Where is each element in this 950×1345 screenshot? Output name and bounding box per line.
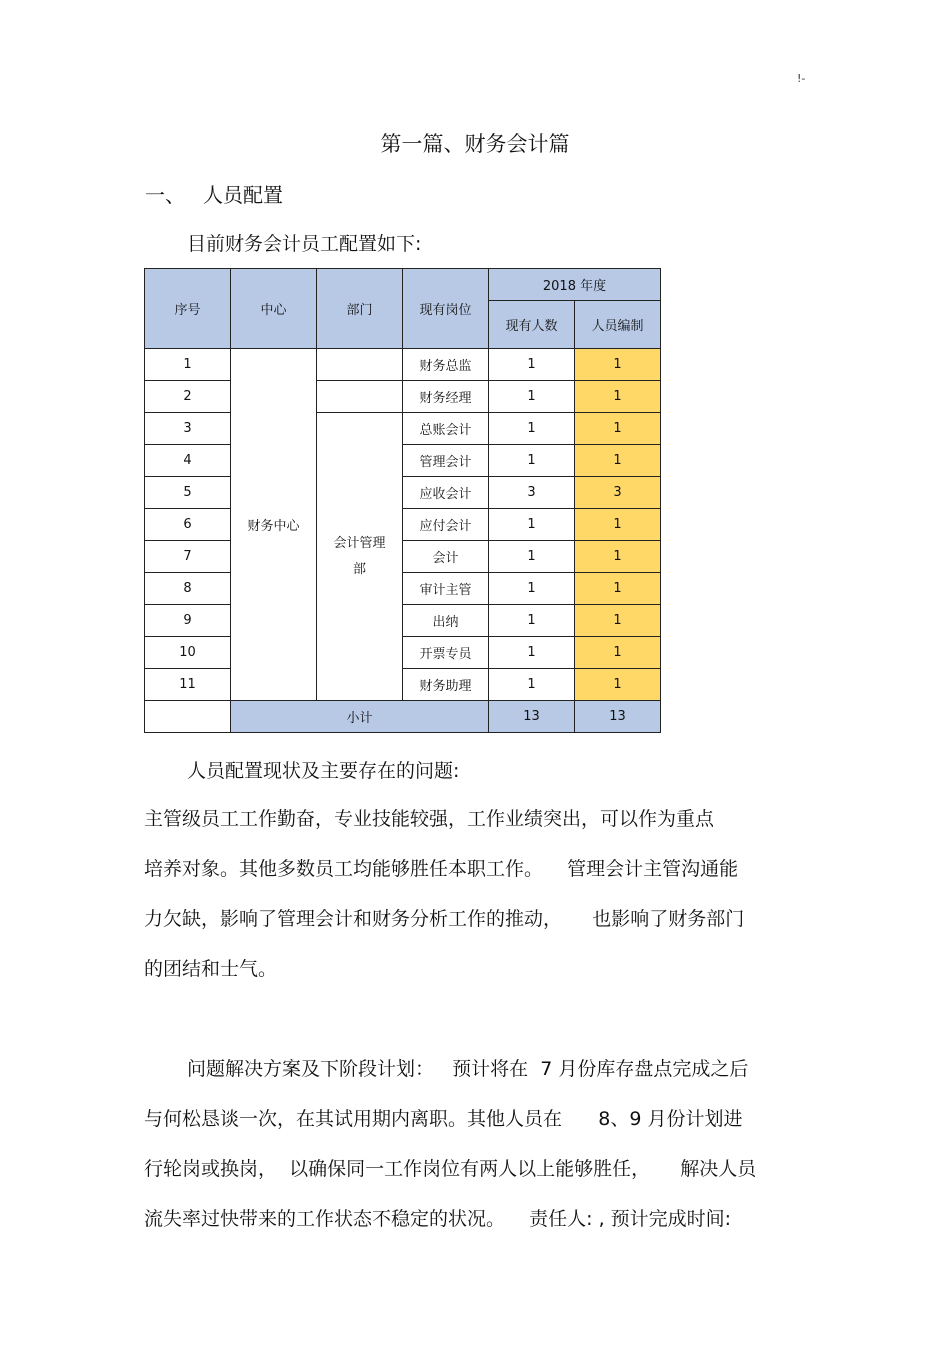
row-position: 应收会计: [403, 477, 489, 509]
row-seq: 6: [145, 509, 231, 541]
row-position: 总账会计: [403, 413, 489, 445]
subtotal-label: 小计: [231, 701, 489, 733]
dept-cell: [317, 413, 403, 701]
row-quota: 1: [575, 349, 661, 381]
status-line: 的团结和士气。: [144, 958, 278, 980]
row-current: 1: [489, 509, 575, 541]
row-current: 1: [489, 413, 575, 445]
plan-line: 行轮岗或换岗， 以确保同一工作岗位有两人以上能够胜任， 解决人员: [144, 1158, 757, 1180]
row-seq: 8: [145, 573, 231, 605]
row-current: 1: [489, 349, 575, 381]
row-quota: 1: [575, 573, 661, 605]
header-year: 2018 年度: [489, 269, 661, 301]
row-position: 会计: [403, 541, 489, 573]
row-current: 1: [489, 573, 575, 605]
row-seq: 10: [145, 637, 231, 669]
plan-line: 流失率过快带来的工作状态不稳定的状况。 责任人: , 预计完成时间:: [144, 1208, 732, 1230]
row-current: 1: [489, 637, 575, 669]
page-mark: !-: [797, 72, 806, 85]
status-line: 力欠缺，影响了管理会计和财务分析工作的推动， 也影响了财务部门: [144, 908, 745, 930]
section-heading: [145, 179, 283, 208]
row-quota: 1: [575, 605, 661, 637]
row-seq: 1: [145, 349, 231, 381]
center-cell: 财务中心: [231, 349, 317, 701]
row-position: 出纳: [403, 605, 489, 637]
status-line: 主管级员工工作勤奋，专业技能较强，工作业绩突出，可以作为重点: [144, 808, 715, 830]
header-seq: 序号: [145, 269, 231, 349]
row-position: 应付会计: [403, 509, 489, 541]
header-position: 现有岗位: [403, 269, 489, 349]
subtotal-empty: [145, 701, 231, 733]
staff-table: [144, 268, 661, 733]
dept-cell-empty: [317, 381, 403, 413]
row-current: 1: [489, 541, 575, 573]
row-current: 1: [489, 669, 575, 701]
row-current: 3: [489, 477, 575, 509]
subtotal-quota: 13: [575, 701, 661, 733]
row-current: 1: [489, 381, 575, 413]
section-title: 人员配置: [203, 183, 283, 207]
row-current: 1: [489, 605, 575, 637]
row-seq: 9: [145, 605, 231, 637]
row-quota: 1: [575, 413, 661, 445]
row-quota: 3: [575, 477, 661, 509]
plan-line: 问题解决方案及下阶段计划： 预计将在 7 月份库存盘点完成之后: [187, 1058, 749, 1080]
status-line: 培养对象。其他多数员工均能够胜任本职工作。 管理会计主管沟通能: [144, 858, 739, 880]
row-quota: 1: [575, 509, 661, 541]
row-seq: 4: [145, 445, 231, 477]
row-quota: 1: [575, 381, 661, 413]
row-quota: 1: [575, 669, 661, 701]
row-position: 管理会计: [403, 445, 489, 477]
row-seq: 3: [145, 413, 231, 445]
row-seq: 7: [145, 541, 231, 573]
intro-text: 目前财务会计员工配置如下:: [187, 233, 422, 255]
row-quota: 1: [575, 541, 661, 573]
header-dept: 部门: [317, 269, 403, 349]
row-quota: 1: [575, 445, 661, 477]
document-title: 第一篇、财务会计篇: [380, 132, 570, 156]
row-current: 1: [489, 445, 575, 477]
header-center: 中心: [231, 269, 317, 349]
row-position: 开票专员: [403, 637, 489, 669]
header-quota: 人员编制: [575, 301, 661, 349]
row-seq: 11: [145, 669, 231, 701]
row-position: 审计主管: [403, 573, 489, 605]
row-seq: 5: [145, 477, 231, 509]
plan-line: 与何松恳谈一次，在其试用期内离职。其他人员在 8、9 月份计划进: [144, 1108, 743, 1130]
row-position: 财务经理: [403, 381, 489, 413]
subtotal-current: 13: [489, 701, 575, 733]
section-number: 一、: [145, 183, 185, 207]
row-position: 财务总监: [403, 349, 489, 381]
row-position: 财务助理: [403, 669, 489, 701]
dept-name: 会计管理部: [333, 535, 386, 577]
row-quota: 1: [575, 637, 661, 669]
header-current: 现有人数: [489, 301, 575, 349]
row-seq: 2: [145, 381, 231, 413]
dept-cell-empty: [317, 349, 403, 381]
status-heading: 人员配置现状及主要存在的问题:: [187, 760, 460, 782]
